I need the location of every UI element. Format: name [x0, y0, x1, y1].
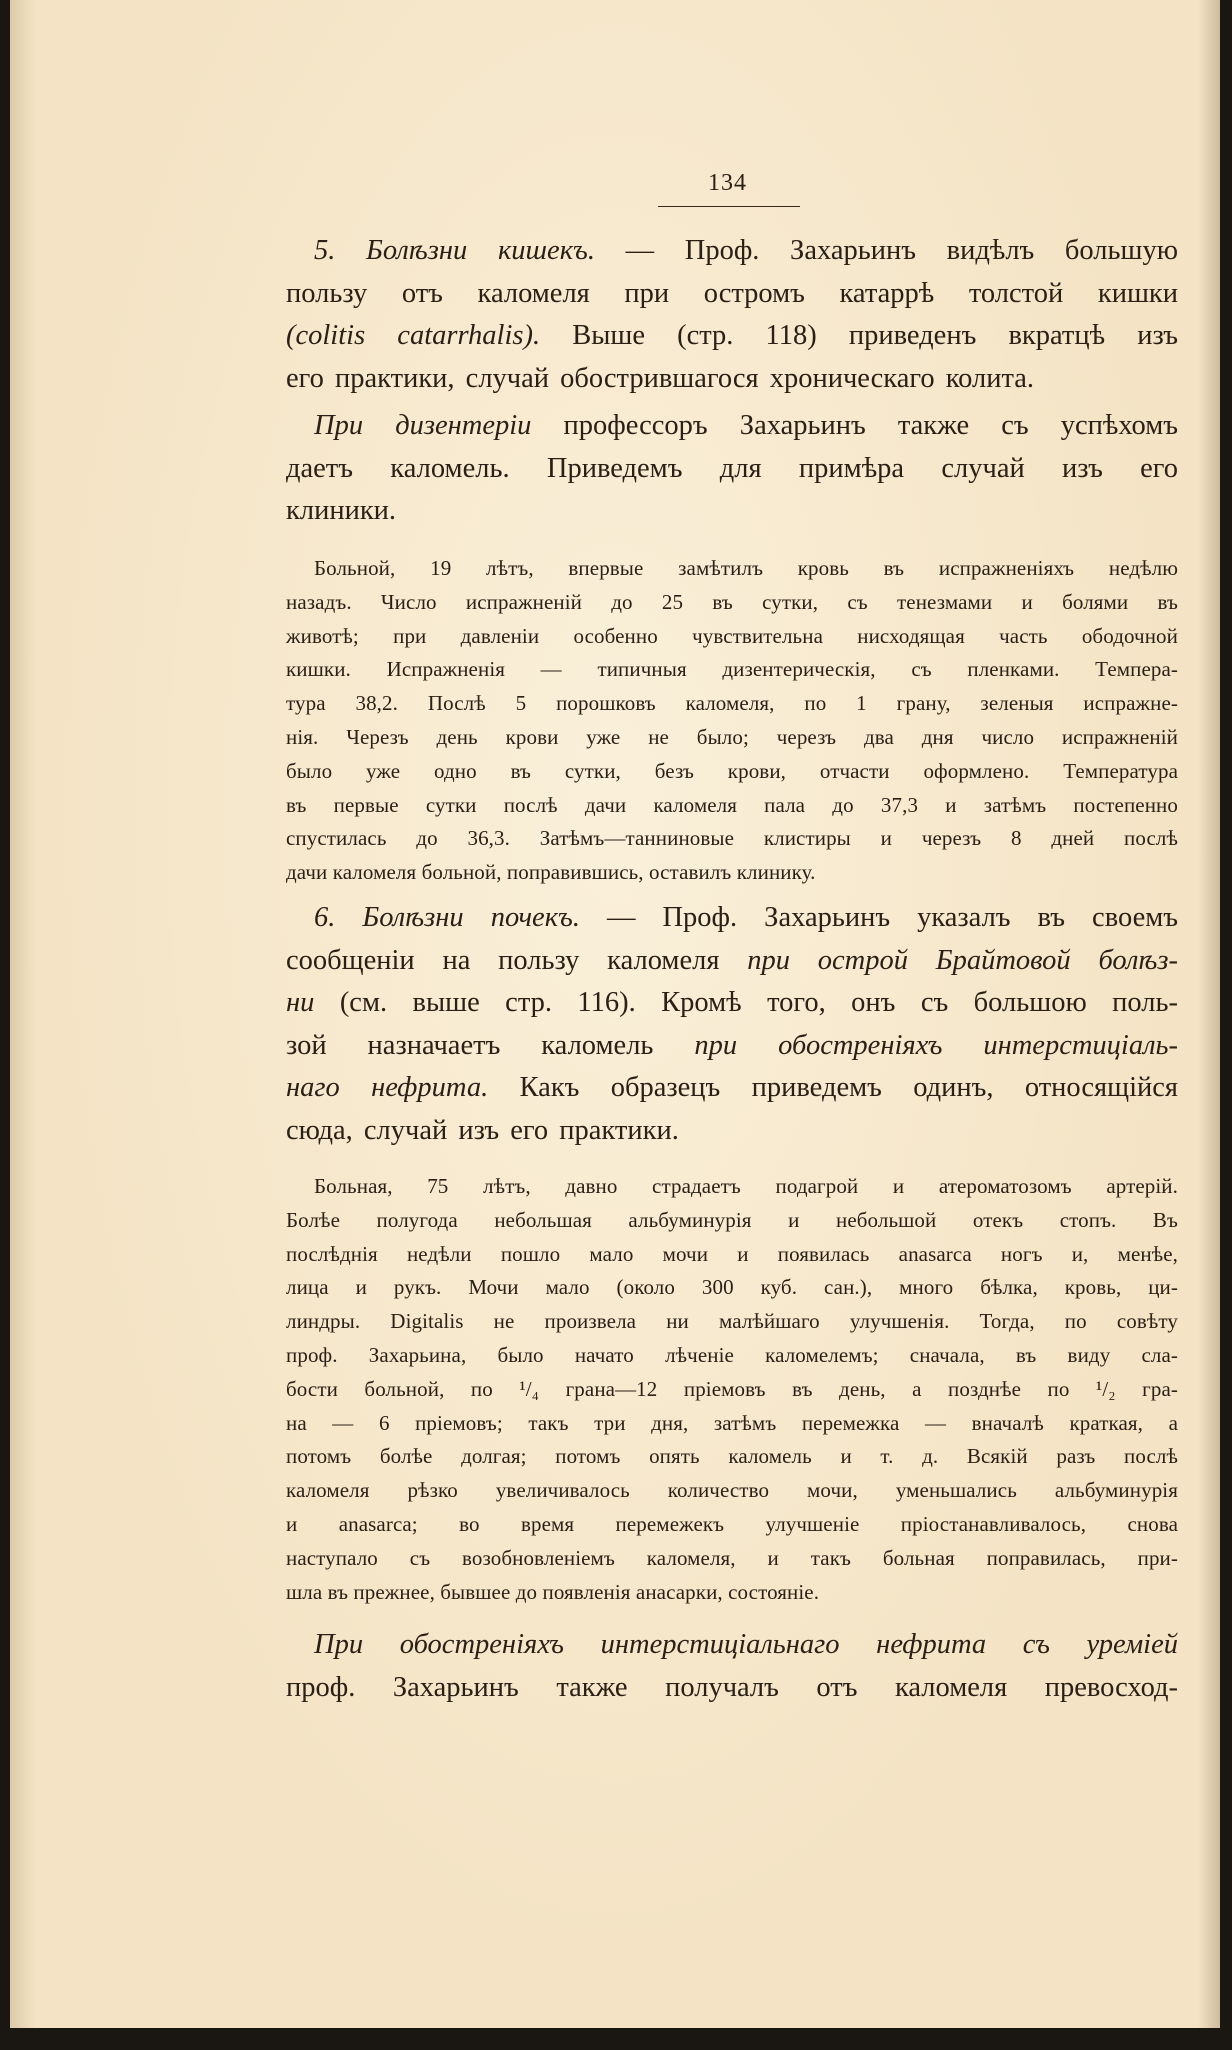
text-line: клиники. [286, 495, 397, 526]
text-line: спустилась до 36,3. Затѣмъ—танниновые клистиры и черезъ 8 дней послѣ [286, 826, 1178, 851]
text-line: въ первые сутки послѣ дачи каломеля пала до 37,3 и затѣмъ постепенно [286, 792, 1178, 817]
text-line: сообщеніи на пользу каломеля при острой Брайтовой болѣз- [286, 944, 1178, 976]
dysentery-paragraph [286, 405, 1178, 533]
text-line: и anasarca; во время перемежекъ улучшеніе пріостанавливалось, снова [286, 1511, 1178, 1536]
text-line: зой назначаетъ каломель при обостреніяхъ интерстиціаль- [286, 1029, 1178, 1061]
header-rule [658, 206, 800, 207]
case-1-paragraph [286, 552, 1178, 890]
text-line: нія. Черезъ день крови уже не было; черезъ два дня число испражненій [286, 724, 1178, 749]
text-line: наго нефрита. Какъ образецъ приведемъ одинъ, относящійся [286, 1072, 1179, 1103]
text-line: лица и рукъ. Мочи мало (около 300 куб. сан.), много бѣлка, кровь, ци- [286, 1275, 1178, 1300]
text-line: было уже одно въ сутки, безъ крови, отчасти оформлено. Температура [286, 758, 1178, 783]
case-2-paragraph [286, 1170, 1178, 1609]
text-line: сюда, случай изъ его практики. [286, 1114, 679, 1146]
section-6-paragraph [286, 897, 1178, 1152]
text-line: дачи каломеля больной, поправившись, оставилъ клинику. [286, 860, 816, 885]
text-line: бости больной, по ¹/₄ грана—12 пріемовъ въ день, а позднѣе по ¹/₂ гра- [286, 1376, 1178, 1401]
text-line: даетъ каломель. Приведемъ для примѣра случай изъ его [286, 452, 1178, 484]
text-line: ни (см. выше стр. 116). Кромѣ того, онъ съ большою поль- [286, 987, 1178, 1018]
text-line: шла въ прежнее, бывшее до появленія анасарки, состояніе. [286, 1579, 820, 1604]
text-line: 5. Болѣзни кишекъ. — Проф. Захарьинъ видѣлъ большую [314, 235, 1178, 266]
text-line: его практики, случай обострившагося хроническаго колита. [286, 362, 1035, 394]
section-heading: 6. Болѣзни почекъ. [314, 902, 580, 933]
text-line: послѣднія недѣли пошло мало мочи и появилась anasarca ногъ и, менѣе, [286, 1241, 1178, 1266]
text-line: проф. Захарьинъ также получалъ отъ каломеля превосход- [286, 1671, 1178, 1703]
text-line: кишки. Испражненія — типичныя дизентерическія, съ пленками. Темпера- [286, 657, 1178, 682]
section-heading: 5. Болѣзни кишекъ. [314, 235, 595, 266]
text-line: 6. Болѣзни почекъ. — Проф. Захарьинъ указалъ въ своемъ [314, 902, 1178, 933]
text-line: При обостреніяхъ интерстиціальнаго нефрита съ уремiей [314, 1629, 1178, 1660]
text-line: на — 6 пріемовъ; такъ три дня, затѣмъ перемежка — вначалѣ краткая, а [286, 1410, 1178, 1435]
section-5-paragraph [286, 230, 1178, 400]
text-line: Больная, 75 лѣтъ, давно страдаетъ подагрой и атероматозомъ артерій. [314, 1174, 1178, 1198]
text-line: проф. Захарьина, было начато лѣченіе каломелемъ; сначала, въ виду сла- [286, 1342, 1178, 1367]
uremia-paragraph [286, 1624, 1178, 1709]
book-page [10, 0, 1220, 2028]
text-line: наступало съ возобновленіемъ каломеля, и такъ больная поправилась, при- [286, 1545, 1178, 1570]
text-line: (colitis catarrhalis). Выше (стр. 118) приведенъ вкратцѣ изъ [286, 320, 1178, 351]
page-number: 134 [708, 170, 747, 196]
text-line: назадъ. Число испражненій до 25 въ сутки, съ тенезмами и болями въ [286, 589, 1178, 614]
text-line: тура 38,2. Послѣ 5 порошковъ каломеля, по 1 грану, зеленыя испражне- [286, 691, 1178, 716]
text-line: При дизентеріи профессоръ Захарьинъ также съ успѣхомъ [314, 410, 1178, 441]
text-line: Больной, 19 лѣтъ, впервые замѣтилъ кровь въ испражненіяхъ недѣлю [314, 556, 1178, 580]
text-line: животѣ; при давленіи особенно чувствительна нисходящая часть ободочной [286, 623, 1178, 648]
text-line: пользу отъ каломеля при остромъ катаррѣ толстой кишки [286, 277, 1178, 309]
text-line: Болѣе полугода небольшая альбуминурія и небольшой отекъ стопъ. Въ [286, 1207, 1178, 1232]
text-line: потомъ болѣе долгая; потомъ опять каломель и т. д. Всякій разъ послѣ [286, 1444, 1178, 1469]
text-line: линдры. Digitalis не произвела ни малѣйшаго улучшенія. Тогда, по совѣту [286, 1309, 1178, 1334]
text-line: каломеля рѣзко увеличивалось количество мочи, уменьшались альбуминурія [286, 1478, 1178, 1503]
